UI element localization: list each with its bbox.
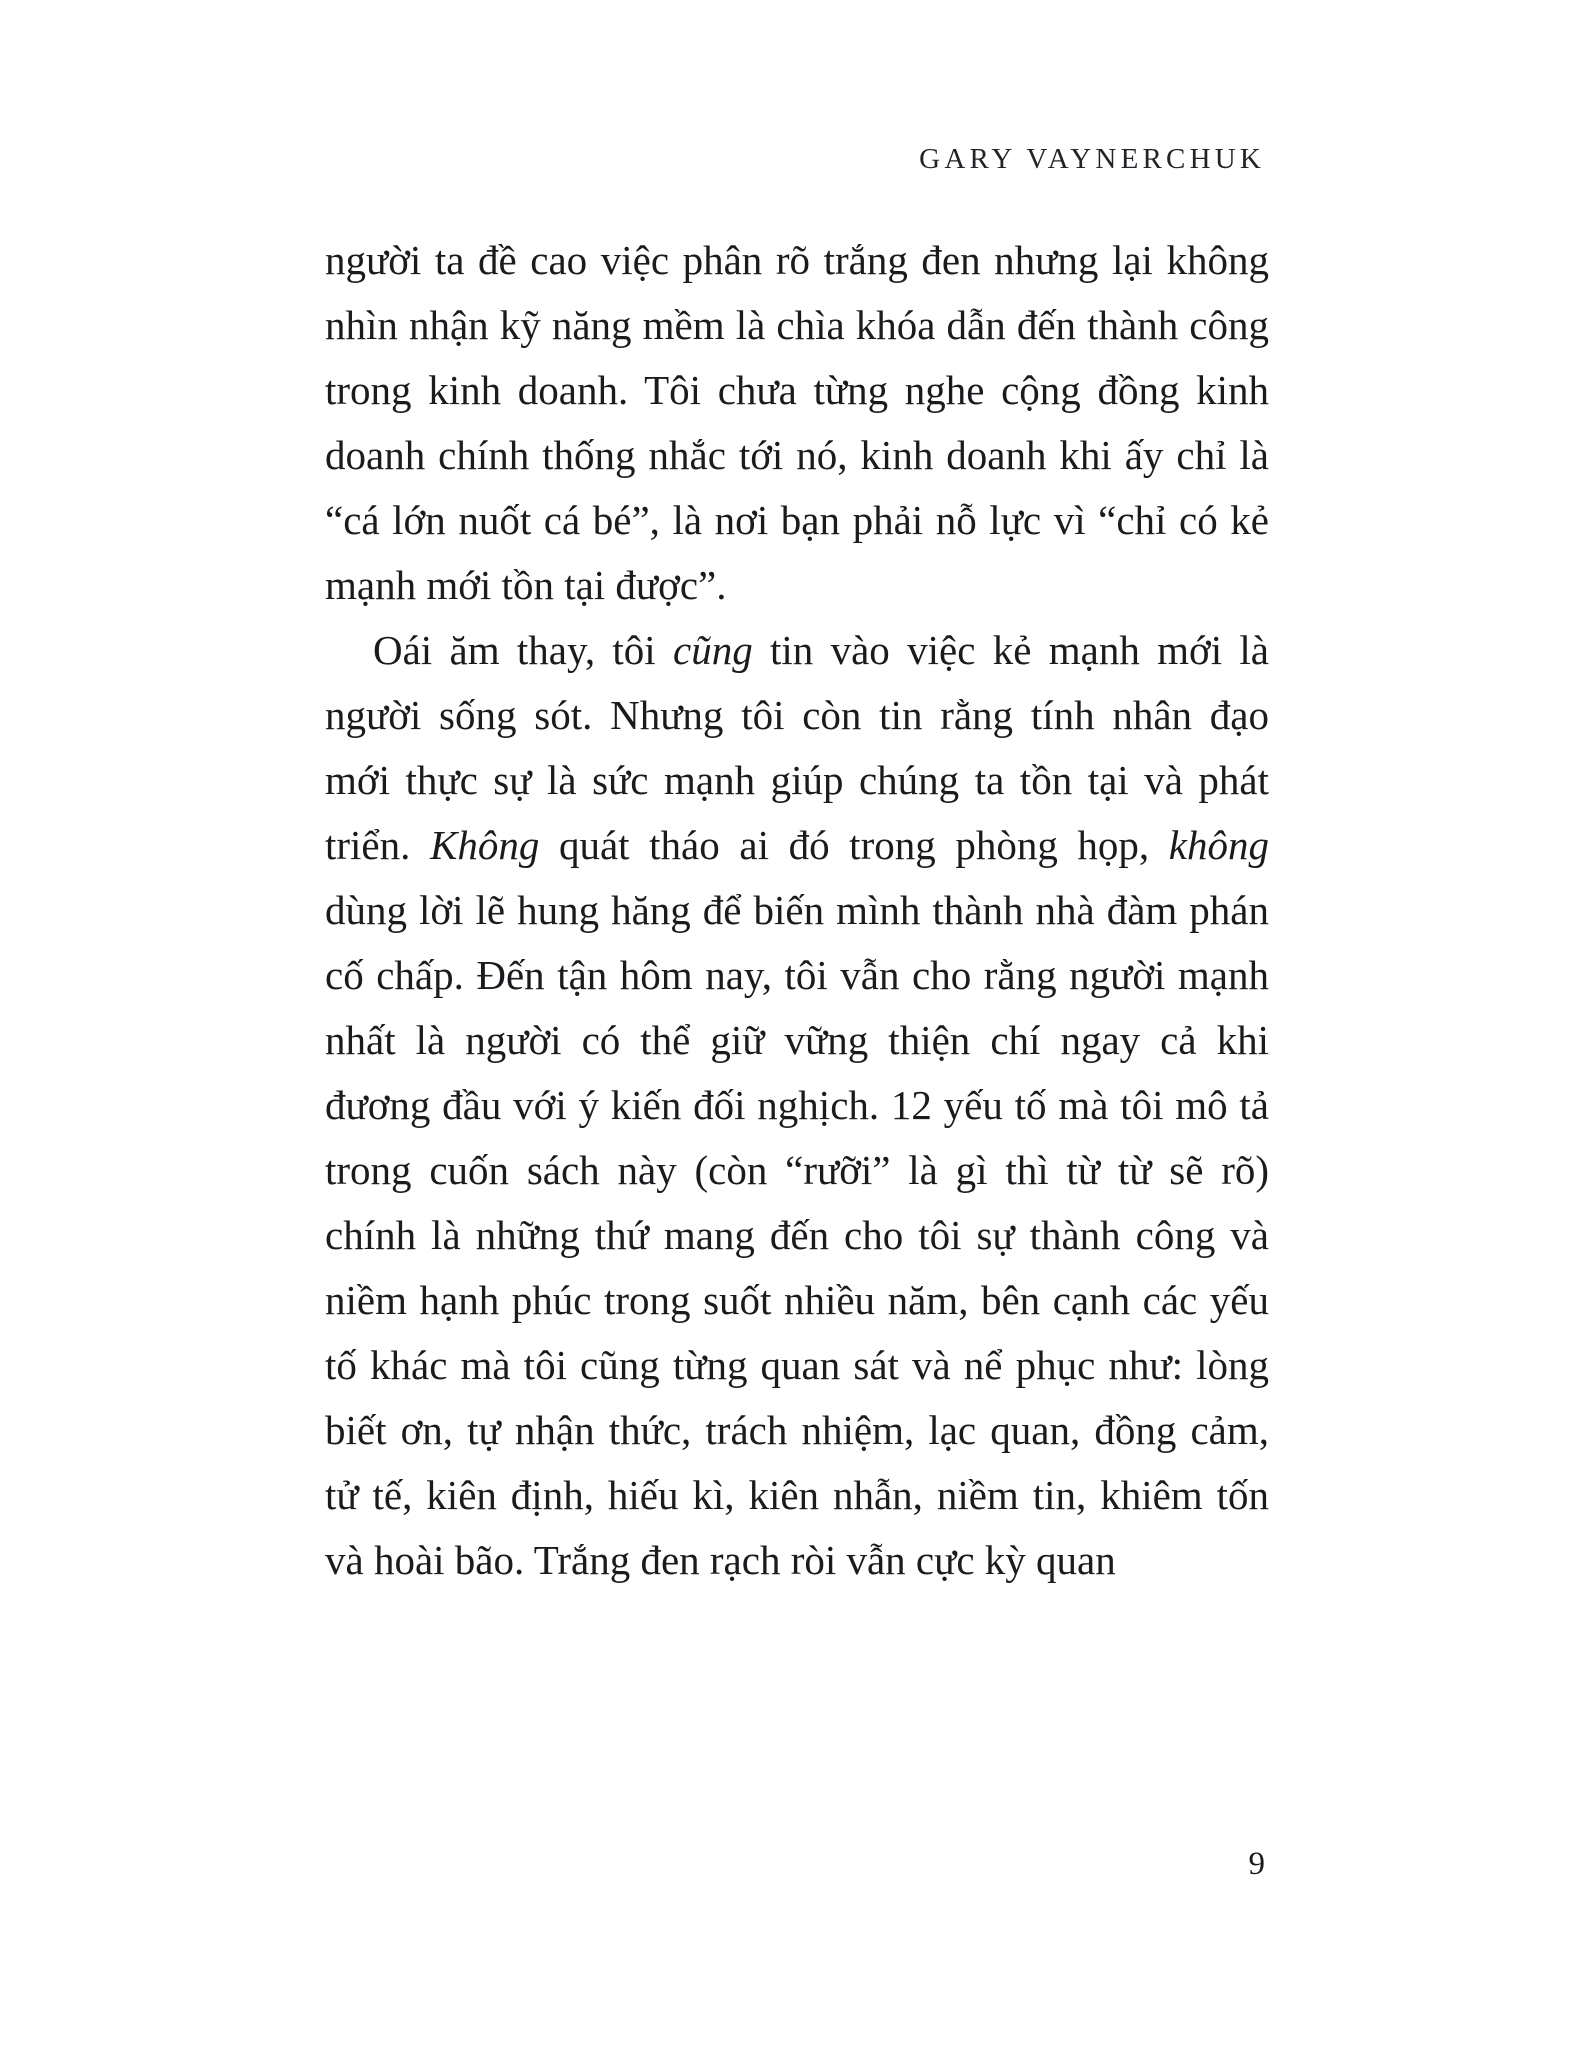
paragraph-2-run-0: Oái ăm thay, tôi [373, 627, 673, 673]
page-number: 9 [1248, 1846, 1265, 1882]
running-head: GARY VAYNERCHUK [919, 143, 1265, 175]
paragraph-2-run-2: tin vào việc kẻ mạnh mới là người sống sót. Nhưng tôi còn tin rằng tính nhân đạo mới thực sự là sức mạnh giúp chúng ta tồn tại và phát triển. [325, 627, 1269, 868]
paragraph-1 [325, 228, 1269, 618]
paragraph-2 [325, 618, 1269, 1593]
paragraph-2-run-5: không [1168, 822, 1269, 868]
paragraph-2-run-6: dùng lời lẽ hung hăng để biến mình thành nhà đàm phán cố chấp. Đến tận hôm nay, tôi vẫn cho rằng người mạnh nhất là người có thể giữ vững thiện chí ngay cả khi đương đầu với ý kiến đối nghịch. 12 yếu tố mà tôi mô tả trong cuốn sách này (còn “rưỡi” là gì thì từ từ sẽ rõ) chính là những thứ mang đến cho tôi sự thành công và niềm hạnh phúc trong suốt nhiều năm, bên cạnh các yếu tố khác mà tôi cũng từng quan sát và nể phục như: lòng biết ơn, tự nhận thức, trách nhiệm, lạc quan, đồng cảm, tử tế, kiên định, hiếu kì, kiên nhẫn, niềm tin, khiêm tốn và hoài bão. Trắng đen rạch ròi vẫn cực kỳ quan [325, 887, 1269, 1583]
paragraph-2-run-3: Không [430, 822, 540, 868]
paragraph-1-run-0: người ta đề cao việc phân rõ trắng đen nhưng lại không nhìn nhận kỹ năng mềm là chìa khóa dẫn đến thành công trong kinh doanh. Tôi chưa từng nghe cộng đồng kinh doanh chính thống nhắc tới nó, kinh doanh khi ấy chỉ là “cá lớn nuốt cá bé”, là nơi bạn phải nỗ lực vì “chỉ có kẻ mạnh mới tồn tại được”. [325, 237, 1269, 608]
paragraph-2-run-4: quát tháo ai đó trong phòng họp, [539, 822, 1169, 868]
paragraph-2-run-1: cũng [673, 627, 753, 673]
body-text-block [325, 228, 1269, 1593]
